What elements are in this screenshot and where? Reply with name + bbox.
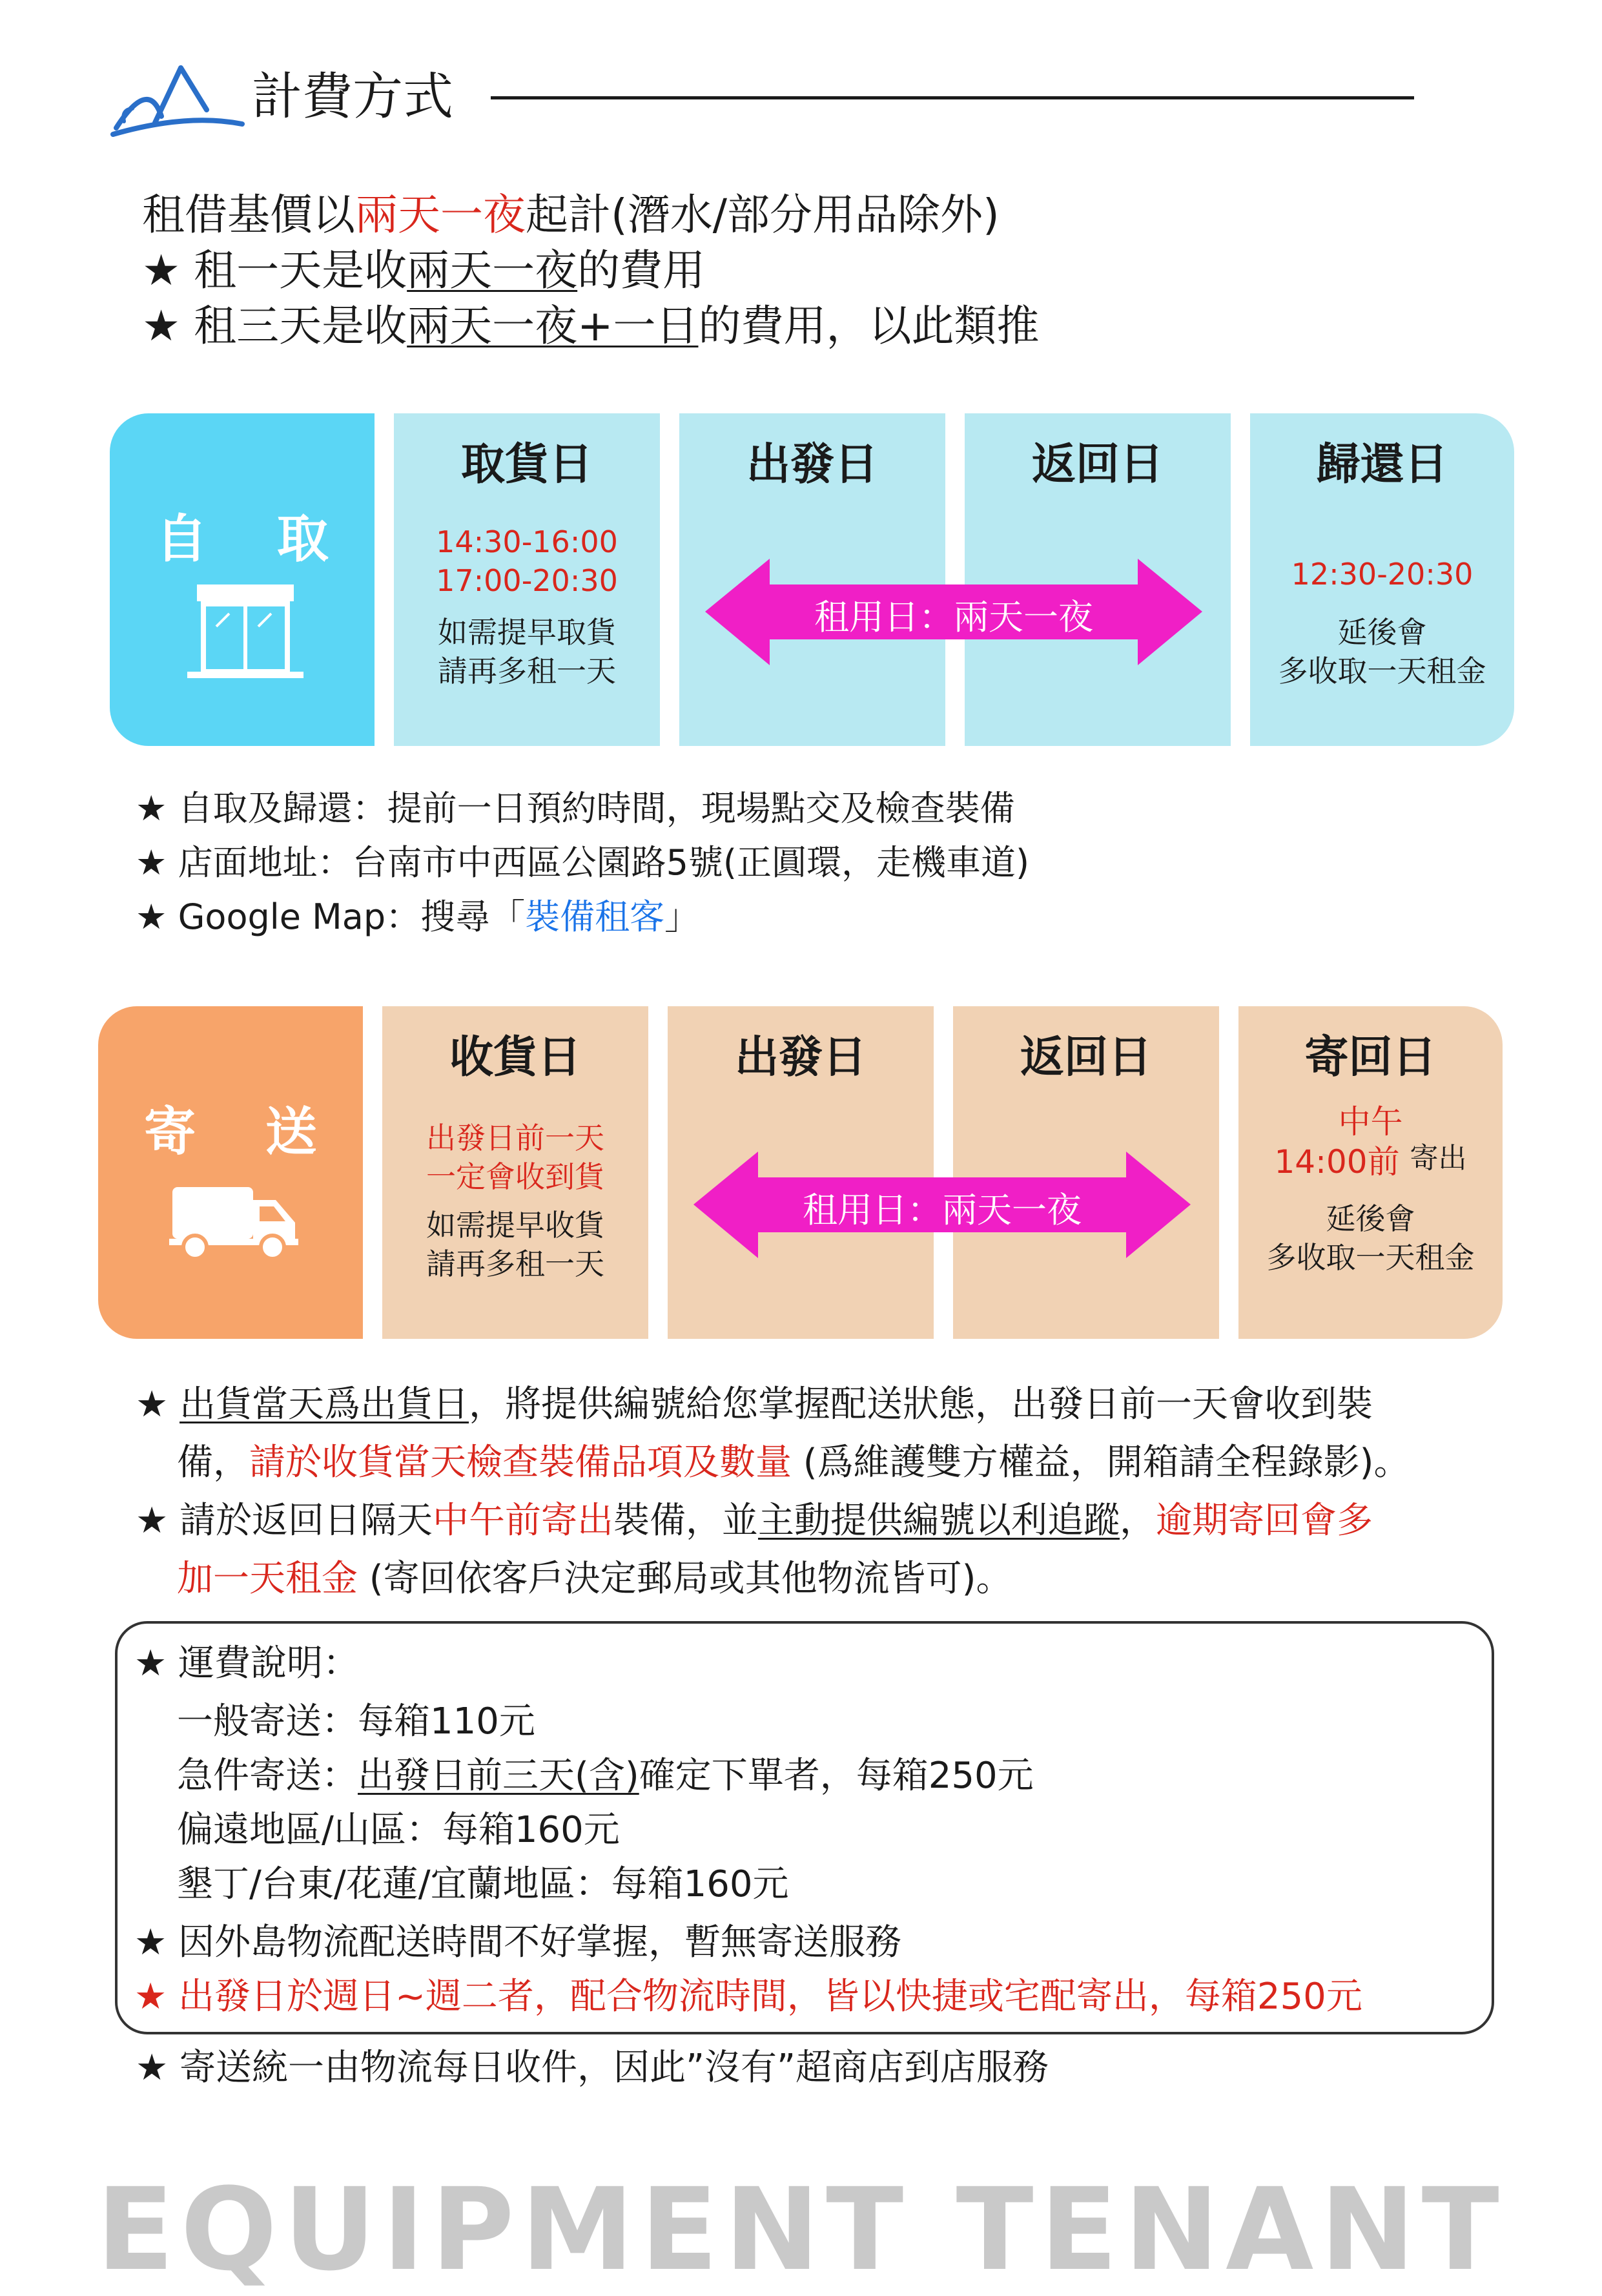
drop-off-time: 12:30-20:30: [1291, 557, 1474, 592]
storefront-icon: [184, 578, 307, 681]
drop-off-note-1: 延後會: [1337, 615, 1427, 650]
receive-day-heading: 收貨日: [449, 1032, 581, 1083]
delivery-note-2-cont: 加一天租金 (寄回依客戶決定郵局或其他物流皆可)。: [177, 1558, 1012, 1600]
shipping-weekend-note: ★ 出發日於週日~週二者，配合物流時間，皆以快捷或宅配寄出，每箱250元: [134, 1976, 1362, 2018]
drop-off-note-2: 多收取一天租金: [1278, 654, 1486, 688]
drop-off-day-cell: [1250, 413, 1514, 746]
google-map-keyword-link[interactable]: 裝備租客: [525, 896, 665, 937]
pickup-note-1: 如需提早取貨: [438, 615, 616, 650]
pickup-note-reservation: ★ 自取及歸還：提前一日預約時間，現場點交及檢查裝備: [136, 788, 1015, 829]
departure-day-heading: 出發日: [746, 439, 878, 490]
delivery-label-cell: [98, 1006, 363, 1339]
receive-deadline-1: 出發日前一天: [426, 1121, 604, 1155]
delivery-rental-period-arrow: [693, 1152, 1191, 1258]
pickup-time-1: 14:30-16:00: [436, 524, 618, 559]
send-back-day-cell: [1238, 1006, 1503, 1339]
delivery-note-1-cont: 備，請於收貨當天檢查裝備品項及數量 (爲維護雙方權益，開箱請全程錄影)。: [177, 1442, 1410, 1484]
delivery-label: 寄 送: [144, 1102, 343, 1162]
delivery-notes: [136, 1376, 1410, 1608]
receive-note-1: 如需提早收貨: [426, 1208, 604, 1243]
pickup-day-heading: 取貨日: [460, 439, 593, 490]
intro-line-3: ★ 租三天是收兩天一夜+一日的費用，以此類推: [142, 301, 1040, 351]
pickup-day-cell: [394, 413, 660, 746]
send-back-day-heading: 寄回日: [1304, 1032, 1437, 1083]
delivery-return-heading: 返回日: [1020, 1032, 1152, 1083]
receive-note-2: 請再多租一天: [426, 1246, 604, 1281]
pickup-note-2: 請再多租一天: [438, 654, 616, 688]
shipping-outlying-islands: ★ 因外島物流配送時間不好掌握，暫無寄送服務: [134, 1921, 902, 1963]
send-back-note-2: 多收取一天租金: [1266, 1240, 1475, 1275]
shipping-express: 急件寄送：出發日前三天(含)確定下單者，每箱250元: [177, 1755, 1034, 1797]
no-convenience-store-note: ★ 寄送統一由物流每日收件，因此”沒有”超商店到店服務: [136, 2047, 1049, 2089]
truck-icon: [169, 1177, 298, 1261]
shipping-fee-box: [115, 1621, 1494, 2034]
pickup-label-cell: [110, 413, 375, 746]
delivery-note-2: ★ 請於返回日隔天中午前寄出裝備，並主動提供編號以利追蹤，逾期寄回會多: [136, 1500, 1373, 1542]
send-back-noon: 中午: [1338, 1103, 1403, 1141]
rental-period-arrow: [705, 559, 1202, 665]
shipping-standard: 一般寄送：每箱110元: [177, 1701, 535, 1743]
page-title: 計費方式: [252, 68, 454, 126]
intro-line-1: 租借基價以兩天一夜起計(潛水/部分用品除外): [142, 190, 1000, 240]
return-day-heading: 返回日: [1031, 439, 1164, 490]
brand-footer: EQUIPMENT TENANT: [96, 2164, 1506, 2296]
pickup-time-2: 17:00-20:30: [436, 563, 618, 598]
pickup-label: 自 取: [156, 509, 354, 569]
drop-off-day-heading: 歸還日: [1316, 439, 1448, 490]
shipping-east-coast: 墾丁/台東/花蓮/宜蘭地區：每箱160元: [177, 1863, 789, 1905]
send-back-deadline: 14:00前 寄出: [1274, 1142, 1467, 1181]
shipping-heading: ★ 運費說明：: [134, 1642, 360, 1684]
mountain-logo: [110, 52, 245, 142]
title-divider: [491, 96, 1414, 99]
pickup-notes: [136, 781, 1029, 944]
delivery-departure-heading: 出發日: [734, 1032, 867, 1083]
store-address: ★ 店面地址：台南市中西區公園路5號(正圓環，走機車道): [136, 842, 1030, 883]
rental-period-label: 租用日：兩天一夜: [814, 597, 1093, 637]
receive-day-cell: [382, 1006, 648, 1339]
google-map-note: ★ Google Map：搜尋「裝備租客」: [136, 896, 700, 937]
shipping-remote: 偏遠地區/山區：每箱160元: [177, 1809, 620, 1851]
delivery-rental-period-label: 租用日：兩天一夜: [803, 1190, 1082, 1230]
intro-line-2: ★ 租一天是收兩天一夜的費用: [142, 245, 706, 295]
send-back-note-1: 延後會: [1326, 1201, 1415, 1236]
delivery-note-1: ★ 出貨當天爲出貨日，將提供編號給您掌握配送狀態，出發日前一天會收到裝: [136, 1383, 1373, 1425]
receive-deadline-2: 一定會收到貨: [426, 1159, 604, 1194]
pickup-timeline: [110, 413, 1514, 746]
delivery-timeline: [98, 1006, 1503, 1339]
